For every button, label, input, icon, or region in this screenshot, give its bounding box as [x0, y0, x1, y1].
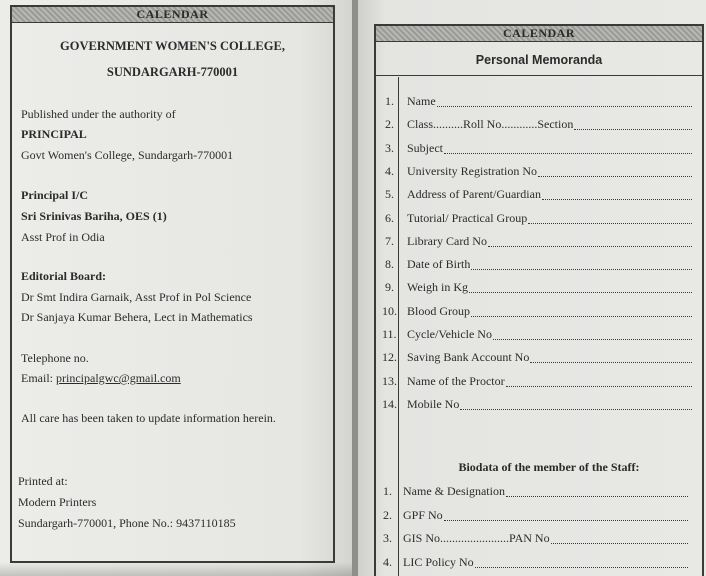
memo-field-label: Saving Bank Account No [407, 350, 530, 365]
left-page [0, 0, 352, 576]
printer-address: Sundargarh-770001, Phone No.: 9437110185 [18, 516, 236, 530]
memo-number: 12. [382, 350, 397, 365]
principal-ic-title: Principal I/C [21, 188, 89, 202]
memo-fill-line[interactable] [574, 129, 692, 130]
memo-fill-line[interactable] [488, 246, 692, 247]
staff-fill-line[interactable] [506, 496, 688, 497]
memo-fill-line[interactable] [538, 176, 692, 177]
title-rule [376, 75, 702, 76]
staff-biodata-title: Biodata of the member of the Staff: [458, 460, 640, 474]
memo-number: 6. [385, 210, 394, 225]
staff-fill-line[interactable] [551, 543, 688, 544]
principal-ic-role: Asst Prof in Odia [21, 230, 105, 244]
memo-number: 1. [385, 94, 394, 108]
telephone-label: Telephone no. [21, 351, 89, 365]
memo-field-label: Cycle/Vehicle No [407, 327, 492, 341]
college-address: SUNDARGARH-770001 [106, 65, 239, 79]
memoranda-title: Personal Memoranda [475, 53, 603, 67]
memo-fill-line[interactable] [542, 199, 692, 200]
college-name: GOVERNMENT WOMEN'S COLLEGE, [60, 39, 285, 53]
right-page [358, 0, 706, 576]
staff-fill-line[interactable] [444, 520, 688, 521]
memo-number: 10. [382, 303, 397, 318]
memo-fill-line[interactable] [460, 409, 692, 410]
editor-2: Dr Sanjaya Kumar Behera, Lect in Mathematics [21, 310, 253, 324]
principal-heading: PRINCIPAL [21, 127, 87, 141]
staff-number: 1. [383, 484, 392, 498]
memo-number: 5. [385, 187, 394, 202]
left-calendar-band: CALENDAR [12, 7, 333, 23]
staff-number: 2. [383, 507, 392, 522]
memo-field-label: Name of the Proctor [407, 373, 505, 388]
published-by: Published under the authority of [21, 107, 176, 121]
memo-number: 9. [385, 280, 394, 295]
staff-field-label: GIS No.......................PAN No [403, 531, 550, 545]
number-column-line [398, 77, 399, 576]
memo-field-label: Subject [407, 140, 443, 155]
printer-name: Modern Printers [18, 495, 97, 509]
memo-fill-line[interactable] [528, 223, 692, 224]
memo-field-label: University Registration No [407, 163, 537, 178]
memo-fill-line[interactable] [437, 106, 692, 107]
memo-field-label: Class..........Roll No............Section [407, 117, 574, 132]
editor-1: Dr Smt Indira Garnaik, Asst Prof in Pol Science [21, 290, 252, 304]
principal-address: Govt Women's College, Sundargarh-770001 [21, 148, 234, 162]
memo-field-label: Tutorial/ Practical Group [407, 210, 528, 225]
memo-fill-line[interactable] [493, 339, 692, 340]
memo-fill-line[interactable] [444, 153, 692, 154]
staff-number: 3. [383, 531, 392, 545]
care-note: All care has been taken to update information herein. [21, 411, 276, 425]
memo-field-label: Mobile No [407, 396, 460, 411]
printed-at-label: Printed at: [18, 474, 68, 488]
memo-fill-line[interactable] [471, 316, 692, 317]
staff-fill-line[interactable] [475, 567, 688, 568]
left-page-frame [10, 5, 335, 563]
memo-field-label: Date of Birth [407, 257, 471, 272]
memo-number: 2. [385, 117, 394, 132]
staff-field-label: LIC Policy No [403, 554, 474, 569]
email-link[interactable]: principalgwc@gmail.com [56, 371, 181, 385]
right-page-frame [374, 24, 704, 576]
left-page-shadow [0, 562, 352, 576]
memo-number: 7. [385, 233, 394, 248]
memo-field-label: Address of Parent/Guardian [407, 187, 541, 202]
email-label: Email: [21, 371, 56, 385]
memo-fill-line[interactable] [530, 362, 692, 363]
memo-fill-line[interactable] [471, 269, 692, 270]
memo-field-label: Name [407, 94, 436, 108]
memo-number: 3. [385, 140, 394, 155]
principal-ic-name: Sri Srinivas Bariha, OES (1) [21, 209, 167, 223]
memo-field-label: Weigh in Kg [407, 280, 469, 295]
memo-fill-line[interactable] [469, 292, 692, 293]
staff-field-label: Name & Designation [403, 484, 505, 498]
right-calendar-band: CALENDAR [376, 26, 702, 42]
memo-number: 8. [385, 257, 394, 272]
email-line [21, 371, 181, 386]
memo-field-label: Library Card No [407, 233, 487, 248]
memo-number: 13. [382, 373, 397, 388]
editorial-board-title: Editorial Board: [21, 269, 107, 283]
staff-number: 4. [383, 554, 392, 569]
memo-number: 14. [382, 396, 397, 411]
memo-number: 4. [385, 163, 394, 178]
memo-field-label: Blood Group [407, 303, 470, 318]
memo-fill-line[interactable] [506, 386, 692, 387]
staff-field-label: GPF No [403, 507, 443, 522]
memo-number: 11. [382, 327, 397, 341]
